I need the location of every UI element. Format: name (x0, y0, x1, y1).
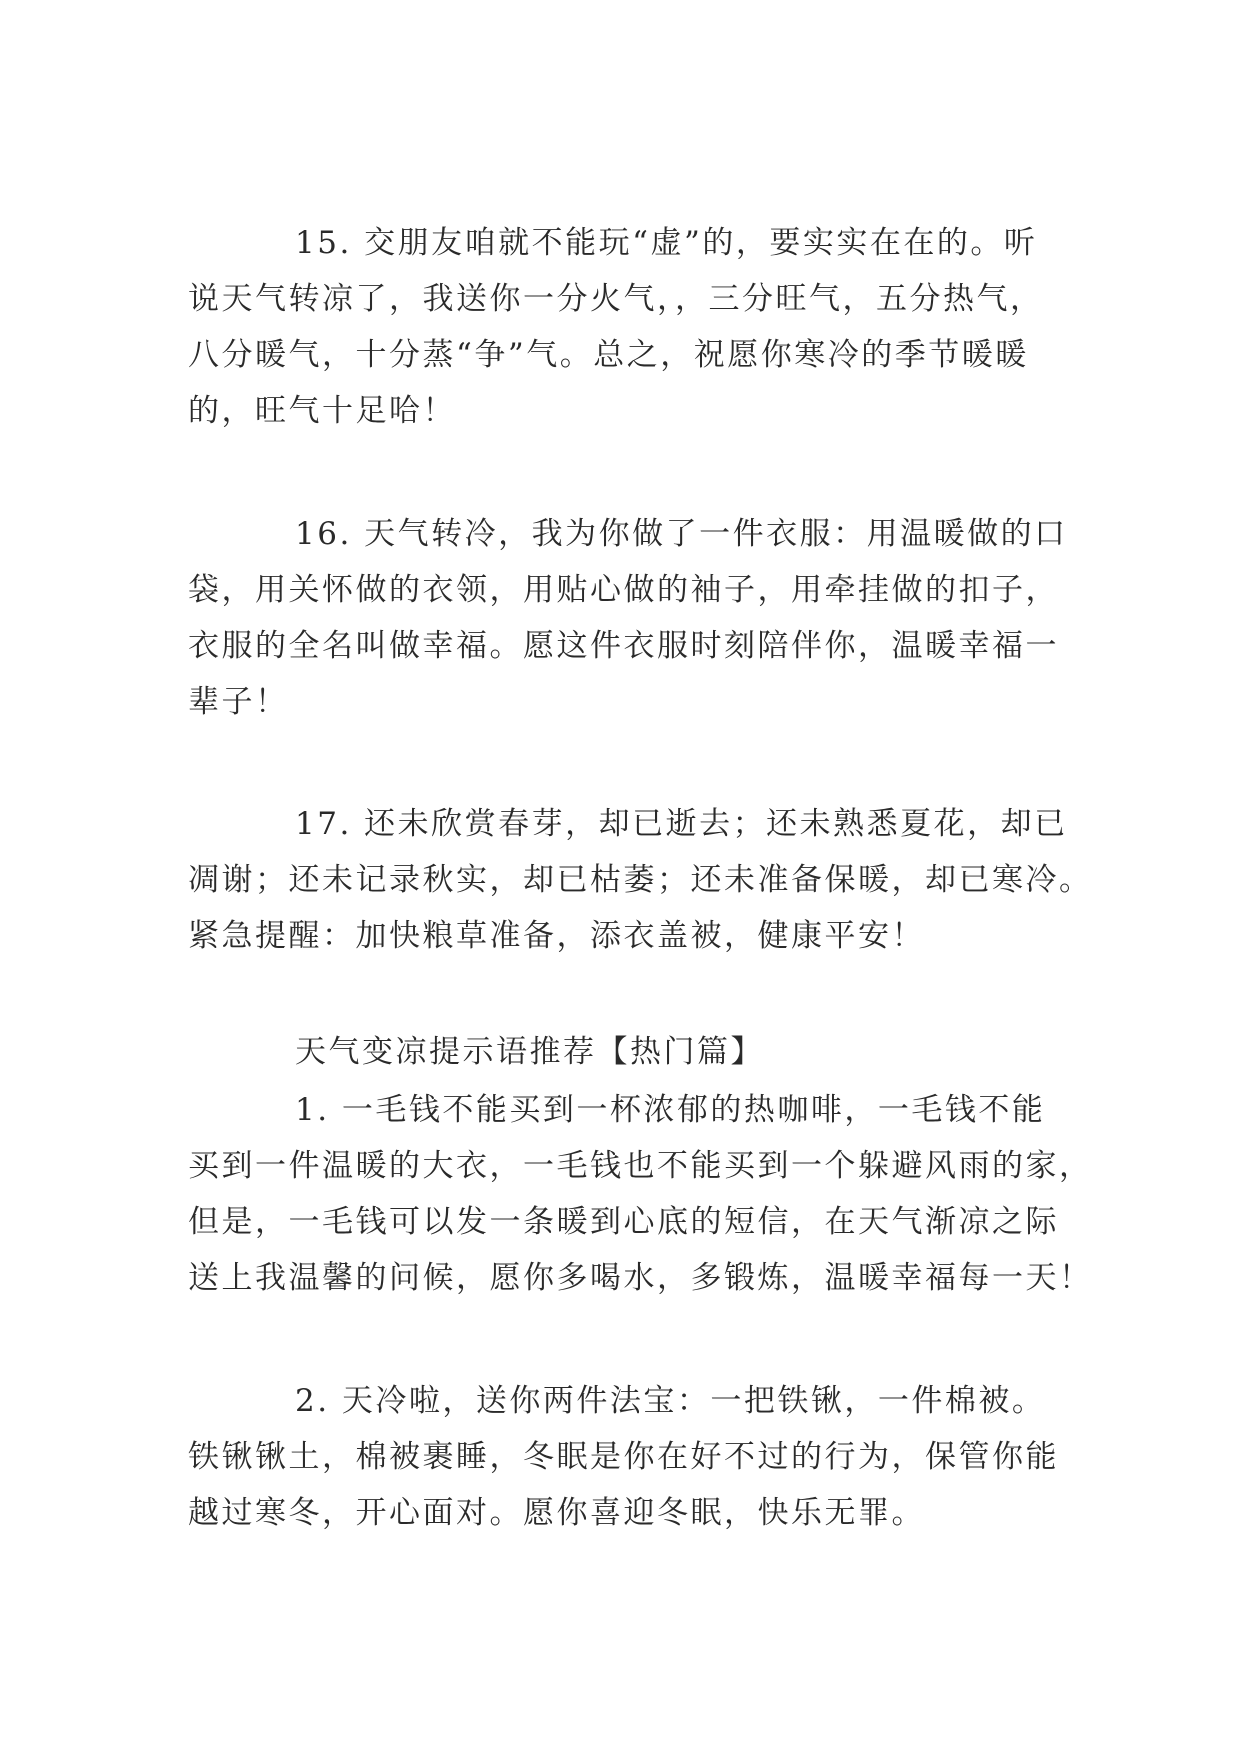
paragraph-2-line-1: 2. 天冷啦，送你两件法宝：一把铁锹，一件棉被。 (295, 1383, 1046, 1419)
paragraph-1-line-1: 1. 一毛钱不能买到一杯浓郁的热咖啡，一毛钱不能 (295, 1092, 1046, 1128)
paragraph-15-line-2: 说天气转凉了，我送你一分火气，，三分旺气，五分热气， (188, 281, 1044, 317)
paragraph-16-line-2: 袋，用关怀做的衣领，用贴心做的袖子，用牵挂做的扣子， (188, 572, 1059, 608)
paragraph-17-line-2: 凋谢；还未记录秋实，却已枯萎；还未准备保暖，却已寒冷。 (188, 862, 1093, 898)
section-heading: 天气变凉提示语推荐【热门篇】 (295, 1034, 764, 1070)
paragraph-15-line-3: 八分暖气，十分蒸“争”气。总之，祝愿你寒冷的季节暖暖 (188, 337, 1029, 373)
paragraph-1-line-3: 但是，一毛钱可以发一条暖到心底的短信，在天气渐凉之际 (188, 1204, 1059, 1240)
paragraph-15-line-4: 的，旺气十足哈！ (188, 393, 456, 429)
paragraph-16-line-4: 辈子！ (188, 684, 289, 720)
paragraph-15-line-1: 15. 交朋友咱就不能玩“虚”的，要实实在在的。听 (295, 225, 1038, 261)
paragraph-1-line-2: 买到一件温暖的大衣，一毛钱也不能买到一个躲避风雨的家， (188, 1148, 1093, 1184)
paragraph-17-line-3: 紧急提醒：加快粮草准备，添衣盖被，健康平安！ (188, 918, 925, 954)
paragraph-1-line-4: 送上我温馨的问候，愿你多喝水，多锻炼，温暖幸福每一天！ (188, 1260, 1093, 1296)
paragraph-16-line-3: 衣服的全名叫做幸福。愿这件衣服时刻陪伴你，温暖幸福一 (188, 628, 1059, 664)
paragraph-16-line-1: 16. 天气转冷，我为你做了一件衣服：用温暖做的口 (295, 516, 1068, 552)
paragraph-17-line-1: 17. 还未欣赏春芽，却已逝去；还未熟悉夏花，却已 (295, 806, 1068, 842)
paragraph-2-line-2: 铁锹锹土，棉被裹睡，冬眠是你在好不过的行为，保管你能 (188, 1439, 1059, 1475)
paragraph-2-line-3: 越过寒冬，开心面对。愿你喜迎冬眠，快乐无罪。 (188, 1495, 925, 1531)
